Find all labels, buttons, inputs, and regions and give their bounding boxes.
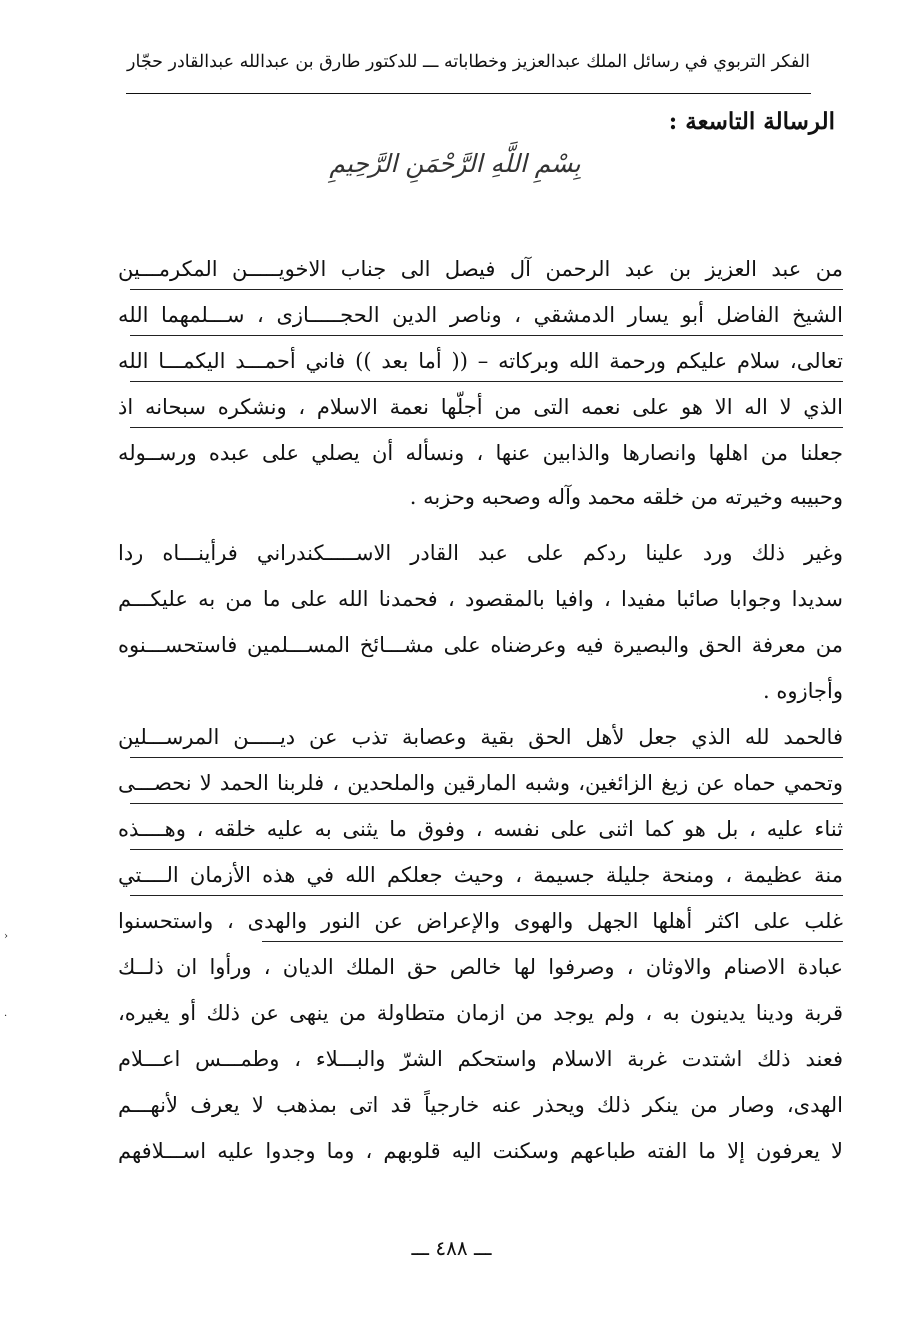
running-header: الفكر التربوي في رسائل الملك عبدالعزيز وخطاباته ـــ للدكتور طارق بن عبدالله عبدالقادر حجّار bbox=[127, 52, 810, 72]
line-underline bbox=[262, 941, 843, 942]
line-underline bbox=[130, 289, 843, 290]
body-line: غلب على اكثر أهلها الجهل والهوى والإعراض عن النور والهدى ، واستحسنوا bbox=[118, 909, 843, 933]
line-underline bbox=[130, 757, 843, 758]
body-line: الذي لا اله الا هو على نعمه التى من أجلّها نعمة الاسلام ، ونشكره سبحانه اذ bbox=[118, 395, 843, 419]
margin-scan-mark: ‹ bbox=[4, 931, 8, 942]
page-number: ـــ ٤٨٨ ـــ bbox=[411, 1236, 492, 1260]
section-heading: الرسالة التاسعة : bbox=[668, 108, 835, 135]
body-line: الهدى، وصار من ينكر ذلك ويحذر عنه خارجياً قد اتى بمذهب لا يعرف لأنهـــم bbox=[118, 1093, 843, 1117]
body-line: لا يعرفون إلا ما الفته طباعهم وسكنت اليه قلوبهم ، وما وجدوا عليه اســـلافهم bbox=[118, 1139, 843, 1163]
body-line: جعلنا من اهلها وانصارها والذابين عنها ، ونسأله أن يصلي على عبده ورســوله bbox=[118, 441, 843, 465]
body-line: منة عظيمة ، ومنحة جليلة جسيمة ، وحيث جعلكم الله في هذه الأزمان الــــتي bbox=[118, 863, 843, 887]
line-underline bbox=[130, 381, 843, 382]
line-underline bbox=[130, 895, 843, 896]
margin-scan-mark: · bbox=[4, 1011, 8, 1022]
body-line: تعالى، سلام عليكم ورحمة الله وبركاته – (( أما بعد )) فاني أحمـــد اليكمـــا الله bbox=[118, 349, 843, 373]
body-line: وغير ذلك ورد علينا ردكم على عبد القادر الاســـــكندراني فرأينـــاه ردا bbox=[118, 541, 843, 565]
body-line: وحبيبه وخيرته من خلقه محمد وآله وصحبه وحزبه . bbox=[409, 485, 843, 509]
body-line: وأجازوه . bbox=[763, 679, 843, 703]
line-underline bbox=[130, 803, 843, 804]
line-underline bbox=[130, 427, 843, 428]
line-underline bbox=[130, 335, 843, 336]
body-line: سديدا وجوابا صائبا مفيدا ، وافيا بالمقصود ، فحمدنا الله على ما من به عليكـــم bbox=[118, 587, 843, 611]
body-line: وتحمي حماه عن زيغ الزائغين، وشبه المارقين والملحدين ، فلربنا الحمد لا نحصـــى bbox=[118, 771, 843, 795]
body-line: عبادة الاصنام والاوثان ، وصرفوا لها خالص حق الملك الديان ، ورأوا ان ذلــك bbox=[118, 955, 843, 979]
body-line: من معرفة الحق والبصيرة فيه وعرضناه على مشـــائخ المســـلمين فاستحســـنوه bbox=[118, 633, 843, 657]
body-line: من عبد العزيز بن عبد الرحمن آل فيصل الى جناب الاخويـــــن المكرمـــين bbox=[118, 257, 843, 281]
line-underline bbox=[130, 849, 843, 850]
body-line: فعند ذلك اشتدت غربة الاسلام واستحكم الشرّ والبـــلاء ، وطمـــس اعـــلام bbox=[118, 1047, 843, 1071]
body-line: ثناء عليه ، بل هو كما اثنى على نفسه ، وفوق ما يثنى به عليه خلقه ، وهــــذه bbox=[118, 817, 843, 841]
header-rule bbox=[126, 93, 811, 94]
body-line: فالحمد لله الذي جعل لأهل الحق بقية وعصابة تذب عن ديـــــن المرســـلين bbox=[118, 725, 843, 749]
body-line: الشيخ الفاضل أبو يسار الدمشقي ، وناصر الدين الحجـــــازى ، ســـلمهما الله bbox=[118, 303, 843, 327]
basmala-calligraphy: بِسْمِ اللَّهِ الرَّحْمَنِ الرَّحِيمِ bbox=[329, 148, 581, 178]
body-line: قربة ودينا يدينون به ، ولم يوجد من ازمان متطاولة من ينهى عن ذلك أو يغيره، bbox=[118, 1001, 843, 1025]
